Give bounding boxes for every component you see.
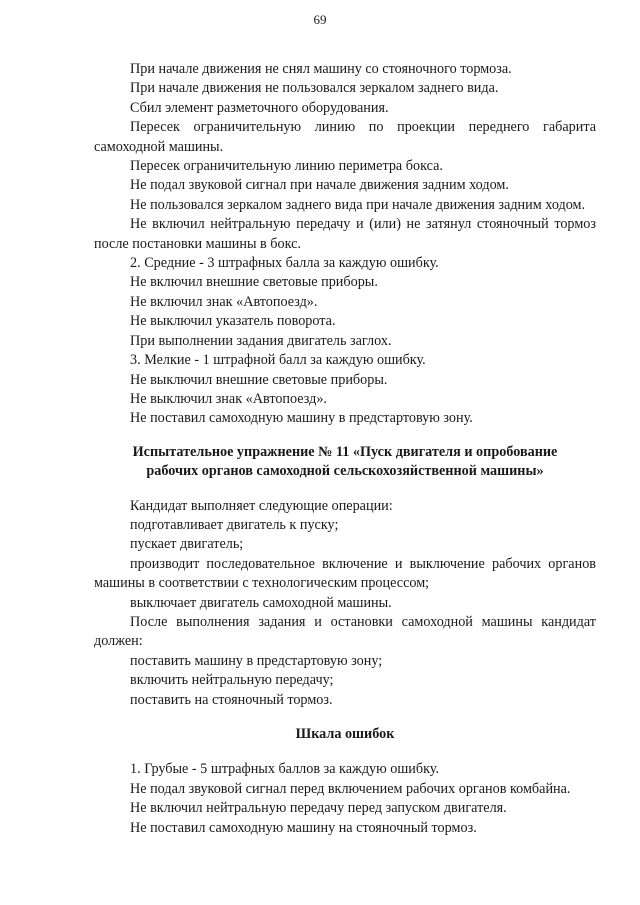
text-line: Не выключил указатель поворота. bbox=[130, 313, 336, 330]
text-line: Не включил нейтральную передачу и (или) не затянул стояночный тормоз после постановки машины в бокс. bbox=[94, 216, 596, 252]
error-scale-heading: Шкала ошибок bbox=[295, 726, 395, 742]
text-line: Не пользовался зеркалом заднего вида при начале движения задним ходом. bbox=[130, 196, 586, 213]
text-line: Сбил элемент разметочного оборудования. bbox=[130, 99, 389, 116]
text-line: Пересек ограничительную линию по проекции переднего габарита самоходной машины. bbox=[94, 119, 596, 155]
text-line: Кандидат выполняет следующие операции: bbox=[130, 497, 393, 514]
exercise-heading-line-2: рабочих органов самоходной сельскохозяйственной машины» bbox=[146, 463, 544, 480]
text-line: Не выключил знак «Автопоезд». bbox=[130, 390, 327, 407]
text-line: поставить на стояночный тормоз. bbox=[130, 691, 333, 708]
text-line: подготавливает двигатель к пуску; bbox=[130, 516, 339, 533]
text-line: Не подал звуковой сигнал перед включением рабочих органов комбайна. bbox=[130, 780, 571, 797]
text-line: 2. Средние - 3 штрафных балла за каждую ошибку. bbox=[130, 255, 439, 272]
section-violations-list bbox=[94, 60, 596, 429]
text-line: Не включил знак «Автопоезд». bbox=[130, 293, 318, 310]
text-line: Не подал звуковой сигнал при начале движения задним ходом. bbox=[130, 177, 509, 194]
text-line: 1. Грубые - 5 штрафных баллов за каждую ошибку. bbox=[130, 761, 440, 778]
exercise-heading bbox=[94, 443, 596, 482]
text-line: поставить машину в предстартовую зону; bbox=[130, 652, 383, 669]
text-line: выключает двигатель самоходной машины. bbox=[130, 594, 392, 611]
text-line: включить нейтральную передачу; bbox=[130, 672, 334, 689]
text-line: Не поставил самоходную машину в предстартовую зону. bbox=[130, 410, 473, 427]
text-line: После выполнения задания и остановки самоходной машины кандидат должен: bbox=[94, 613, 596, 650]
text-line: При выполнении задания двигатель заглох. bbox=[130, 332, 392, 349]
text-line: Пересек ограничительную линию периметра бокса. bbox=[130, 158, 443, 175]
page-number: 69 bbox=[313, 12, 327, 27]
exercise-heading-line-1: Испытательное упражнение № 11 «Пуск двигателя и опробование bbox=[132, 443, 558, 460]
text-line: Не выключил внешние световые приборы. bbox=[130, 371, 388, 388]
page-content bbox=[94, 60, 596, 838]
section-exercise-operations bbox=[94, 497, 596, 710]
text-line: 3. Мелкие - 1 штрафной балл за каждую ошибку. bbox=[130, 352, 426, 369]
text-line: Не включил внешние световые приборы. bbox=[130, 274, 378, 291]
text-line: При начале движения не снял машину со стояночного тормоза. bbox=[130, 61, 512, 77]
text-line: производит последовательное включение и выключение рабочих органов машины в соответствии с технологическим процессом; bbox=[94, 555, 596, 592]
section-error-scale bbox=[94, 760, 596, 838]
text-line: Не включил нейтральную передачу перед запуском двигателя. bbox=[130, 800, 507, 817]
text-line: пускает двигатель; bbox=[130, 536, 244, 553]
text-line: При начале движения не пользовался зеркалом заднего вида. bbox=[130, 80, 499, 97]
text-line: Не поставил самоходную машину на стояночный тормоз. bbox=[130, 819, 477, 836]
